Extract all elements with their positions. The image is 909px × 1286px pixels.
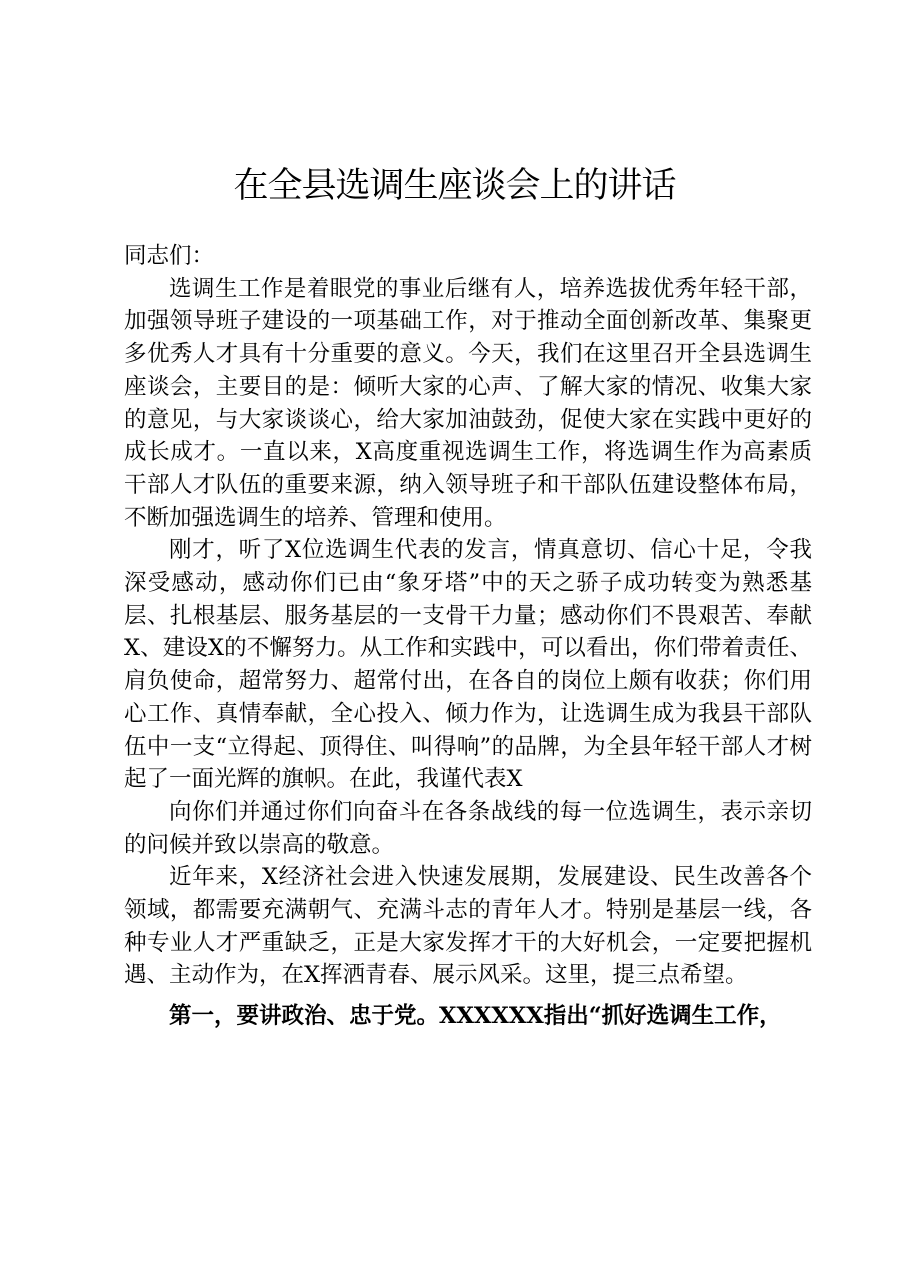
paragraph-3: 向你们并通过你们向奋斗在各条战线的每一位选调生，表示亲切的问候并致以崇高的敬意。 <box>124 798 812 858</box>
document-body <box>124 240 812 1033</box>
paragraph-1: 选调生工作是着眼党的事业后继有人，培养选拔优秀年轻干部，加强领导班子建设的一项基础工作，对于推动全面创新改革、集聚更多优秀人才具有十分重要的意义。今天，我们在这里召开全县选调生座谈会，主要目的是：倾听大家的心声、了解大家的情况、收集大家的意见，与大家谈谈心，给大家加油鼓劲，促使大家在实践中更好的成长成才。一直以来，X高度重视选调生工作，将选调生作为高素质干部人才队伍的重要来源，纳入领导班子和干部队伍建设整体布局，不断加强选调生的培养、管理和使用。 <box>124 275 812 531</box>
document-title: 在全县选调生座谈会上的讲话 <box>233 166 676 206</box>
bold-heading-paragraph: 第一，要讲政治、忠于党。XXXXXX指出“抓好选调生工作， <box>169 1003 782 1030</box>
paragraph-2: 刚才，听了X位选调生代表的发言，情真意切、信心十足，令我深受感动，感动你们已由“象牙塔”中的天之骄子成功转变为熟悉基层、扎根基层、服务基层的一支骨干力量；感动你们不畏艰苦、奉献X、建设X的不懈努力。从工作和实践中，可以看出，你们带着责任、肩负使命，超常努力、超常付出，在各自的岗位上颇有收获；你们用心工作、真情奉献，全心投入、倾力作为，让选调生成为我县干部队伍中一支“立得起、顶得住、叫得响”的品牌，为全县年轻干部人才树起了一面光辉的旗帜。在此，我谨代表X <box>124 537 812 793</box>
salutation: 同志们： <box>124 243 215 269</box>
paragraph-4: 近年来，X经济社会进入快速发展期，发展建设、民生改善各个领域，都需要充满朝气、充满斗志的青年人才。特别是基层一线，各种专业人才严重缺乏，正是大家发挥才干的大好机会，一定要把握机遇、主动作为，在X挥洒青春、展示风采。这里，提三点希望。 <box>124 864 812 989</box>
